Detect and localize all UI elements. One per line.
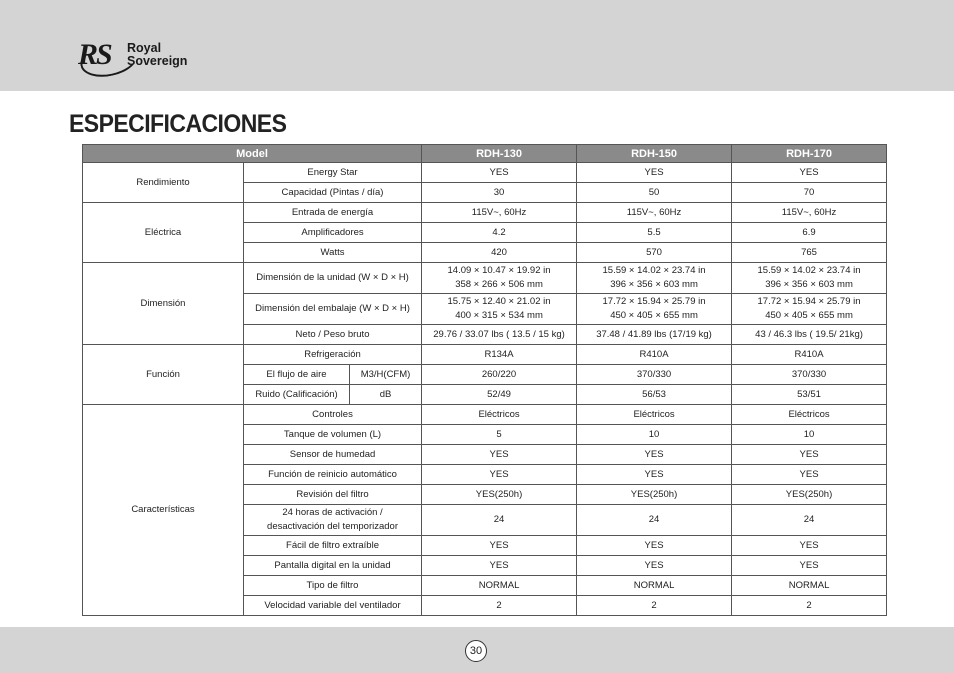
row-label: Dimensión de la unidad (W × D × H): [244, 263, 422, 294]
cell: R410A: [732, 345, 887, 365]
cell: [577, 263, 732, 294]
cell: 10: [732, 425, 887, 445]
specifications-table: [82, 144, 887, 616]
cell-line: 15.59 × 14.02 × 23.74 in: [602, 265, 706, 276]
cell: YES: [732, 163, 887, 183]
cell: R410A: [577, 345, 732, 365]
table-row: [83, 203, 887, 223]
cell: 24: [422, 505, 577, 536]
cell: YES: [577, 445, 732, 465]
cell: YES(250h): [577, 485, 732, 505]
group-caracteristicas: Características: [83, 405, 244, 616]
row-label: El flujo de aire: [244, 365, 350, 385]
cell: 765: [732, 243, 887, 263]
table-row: [83, 405, 887, 425]
row-unit: dB: [350, 385, 422, 405]
cell: 37.48 / 41.89 lbs (17/19 kg): [577, 325, 732, 345]
row-label: Tipo de filtro: [244, 576, 422, 596]
row-label: Capacidad (Pintas / día): [244, 183, 422, 203]
row-label: Neto / Peso bruto: [244, 325, 422, 345]
cell: YES: [732, 445, 887, 465]
cell: 50: [577, 183, 732, 203]
cell: 29.76 / 33.07 lbs ( 13.5 / 15 kg): [422, 325, 577, 345]
header-rdh-150: RDH-150: [577, 145, 732, 163]
cell-line: 450 × 405 × 655 mm: [765, 310, 853, 321]
cell: 10: [577, 425, 732, 445]
cell: YES: [577, 536, 732, 556]
cell: Eléctricos: [577, 405, 732, 425]
page-title: ESPECIFICACIONES: [69, 110, 287, 138]
group-funcion: Función: [83, 345, 244, 405]
row-label: Pantalla digital en la unidad: [244, 556, 422, 576]
cell: [422, 294, 577, 325]
cell: Eléctricos: [732, 405, 887, 425]
row-label: Energy Star: [244, 163, 422, 183]
row-label: Ruido (Calificación): [244, 385, 350, 405]
cell: 70: [732, 183, 887, 203]
cell: 5: [422, 425, 577, 445]
row-label: Fácil de filtro extraíble: [244, 536, 422, 556]
row-label: Amplificadores: [244, 223, 422, 243]
row-label: Revisión del filtro: [244, 485, 422, 505]
header-rdh-130: RDH-130: [422, 145, 577, 163]
cell: 2: [732, 596, 887, 616]
royal-sovereign-logo: [78, 38, 218, 78]
row-label: Sensor de humedad: [244, 445, 422, 465]
cell: YES(250h): [422, 485, 577, 505]
table-row: [83, 163, 887, 183]
cell: 5.5: [577, 223, 732, 243]
header-model: Model: [83, 145, 422, 163]
cell: 420: [422, 243, 577, 263]
row-label: Función de reinicio automático: [244, 465, 422, 485]
cell: [732, 294, 887, 325]
cell: 370/330: [577, 365, 732, 385]
row-label: [244, 505, 422, 536]
cell-line: 15.75 × 12.40 × 21.02 in: [447, 296, 551, 307]
cell: YES: [422, 445, 577, 465]
cell: 260/220: [422, 365, 577, 385]
cell: 43 / 46.3 lbs ( 19.5/ 21kg): [732, 325, 887, 345]
row-unit: M3/H(CFM): [350, 365, 422, 385]
cell-line: 396 × 356 × 603 mm: [765, 279, 853, 290]
logo-line-1: Royal: [127, 41, 162, 55]
cell: 52/49: [422, 385, 577, 405]
row-label: Watts: [244, 243, 422, 263]
cell: 115V~, 60Hz: [732, 203, 887, 223]
cell-line: 400 × 315 × 534 mm: [455, 310, 543, 321]
cell: [577, 294, 732, 325]
group-electrica: Eléctrica: [83, 203, 244, 263]
row-label-line: desactivación del temporizador: [267, 521, 398, 532]
cell: 2: [422, 596, 577, 616]
row-label: Refrigeración: [244, 345, 422, 365]
cell: 30: [422, 183, 577, 203]
cell: 53/51: [732, 385, 887, 405]
cell: 24: [577, 505, 732, 536]
cell: NORMAL: [422, 576, 577, 596]
cell-line: 450 × 405 × 655 mm: [610, 310, 698, 321]
row-label: Dimensión del embalaje (W × D × H): [244, 294, 422, 325]
cell: [422, 263, 577, 294]
cell: NORMAL: [577, 576, 732, 596]
cell: 370/330: [732, 365, 887, 385]
logo-line-2: Sovereign: [127, 54, 188, 68]
page-number: 30: [465, 640, 487, 662]
cell: YES: [422, 556, 577, 576]
cell-line: 396 × 356 × 603 mm: [610, 279, 698, 290]
cell: 6.9: [732, 223, 887, 243]
cell-line: 17.72 × 15.94 × 25.79 in: [757, 296, 861, 307]
cell: YES(250h): [732, 485, 887, 505]
cell: YES: [732, 556, 887, 576]
cell: 115V~, 60Hz: [577, 203, 732, 223]
row-label: Controles: [244, 405, 422, 425]
cell: R134A: [422, 345, 577, 365]
cell: 56/53: [577, 385, 732, 405]
group-rendimiento: Rendimiento: [83, 163, 244, 203]
row-label: Tanque de volumen (L): [244, 425, 422, 445]
cell: YES: [577, 465, 732, 485]
cell-line: 14.09 × 10.47 × 19.92 in: [447, 265, 551, 276]
cell: 570: [577, 243, 732, 263]
cell-line: 15.59 × 14.02 × 23.74 in: [757, 265, 861, 276]
logo-wordmark: [127, 42, 187, 68]
cell-line: 17.72 × 15.94 × 25.79 in: [602, 296, 706, 307]
cell: 4.2: [422, 223, 577, 243]
row-label-line: 24 horas de activación /: [282, 507, 383, 518]
cell: YES: [422, 163, 577, 183]
row-label: Entrada de energía: [244, 203, 422, 223]
cell: YES: [422, 465, 577, 485]
cell-line: 358 × 266 × 506 mm: [455, 279, 543, 290]
row-label: Velocidad variable del ventilador: [244, 596, 422, 616]
cell: Eléctricos: [422, 405, 577, 425]
group-dimension: Dimensión: [83, 263, 244, 345]
table-row: [83, 345, 887, 365]
header-rdh-170: RDH-170: [732, 145, 887, 163]
cell: YES: [422, 536, 577, 556]
cell: 2: [577, 596, 732, 616]
cell: YES: [577, 163, 732, 183]
logo-mark: RS: [78, 38, 111, 71]
table-header-row: [83, 145, 887, 163]
cell: NORMAL: [732, 576, 887, 596]
table-row: [83, 263, 887, 294]
cell: [732, 263, 887, 294]
cell: 115V~, 60Hz: [422, 203, 577, 223]
cell: 24: [732, 505, 887, 536]
cell: YES: [577, 556, 732, 576]
cell: YES: [732, 465, 887, 485]
cell: YES: [732, 536, 887, 556]
